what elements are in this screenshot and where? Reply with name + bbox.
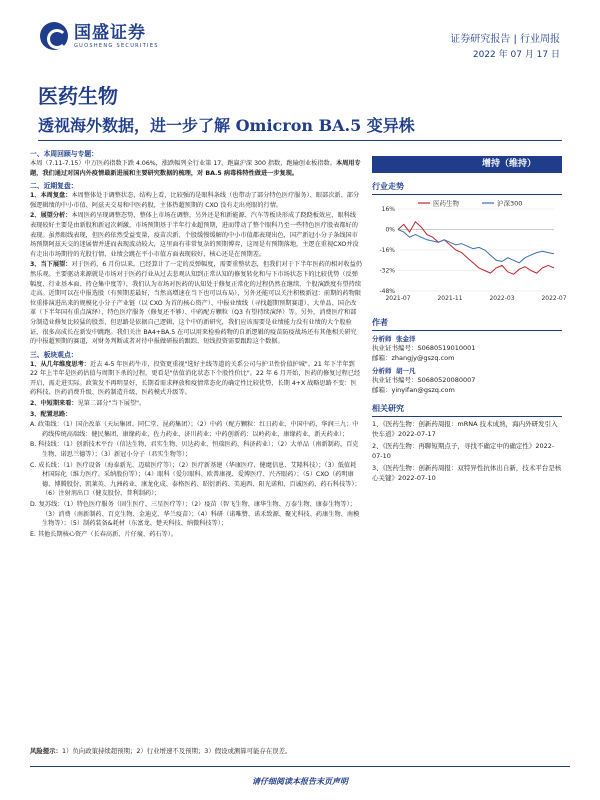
review-p2-text: 本周医药呈现调整态势，整体上市场在调整，另外还是和新能源、汽车等板块形成了跷跷板效应，眼科线表现较好主要是由新股和新冠次刺激，市场预期基于半年行业超预期，进而带动了整个眼科乃至一些特色医疗股表都好的表现。虽然眼线表现，但医药依然受益变量，疫苗次新、个股缓慢缓解的中小市值都表现出色，国产新冠小分子条线国市场预期阿兹天交的迷展情并进而表现波动较大，这里面有非常复杂的预期博弈，这周是有预期落地，主逻在重视CXO并没有走出市场期待的光股行情，业绩会跳在平小市值方面表现较好，核心还是在预期差。 [30, 212, 359, 258]
sector-view-paragraph-3 [30, 410, 362, 420]
weekly-review-text: 本周（7.11-7.15）中万医药指数下跌 4.06%，涨跌幅列全行业第 17，跑赢沪深 300 指数，跑输创业板指数。 [30, 160, 336, 167]
logo-name-cn: 国盛证券 [74, 23, 146, 43]
analyst-cert: 执业证书编号：S0680520080007 [372, 376, 476, 384]
series-line [398, 230, 554, 263]
weekly-review-paragraph [30, 159, 362, 178]
email-link[interactable]: yinyifan@gszq.com [391, 386, 455, 394]
section-weekly-review-title: 一、本周回顾与专题： [30, 150, 98, 158]
legend-label: 沪深300 [497, 199, 523, 208]
related-report-link[interactable]: 3、《医药生物：创新药周报：双特异性抗体出自新，技术平台是核心关键》2022-07-10 [372, 464, 562, 482]
author-section-title: 作者 [372, 317, 562, 331]
analyst-label: 分析师 [372, 335, 392, 343]
analyst-email [372, 385, 562, 395]
report-date: 2022 年 07 月 17 日 [472, 50, 560, 60]
report-title: 透视海外数据，进一步了解 Omicron BA.5 变异株 [38, 116, 415, 135]
x-tick-label: 2021-07 [385, 295, 411, 302]
sector-p1-text: 近去 4-5 年医药牛市，投资更重视"选好主线等道的关系公司与护卫性价值护城"。21 年下半年到 22 年上半年是医药估值与周期下杀的过程，更看是"估值消化状态下个股性价比"。22 年 6 月开始，医药的修复过程已经开启，需走进实际。政策发不再明显好，长期看需求释放和疫情常态化的确定性比较优势，长期 4+X 战略思路不变：医药科技、医药消费升级、医药制造升级、医药模式升级等。 [30, 360, 361, 397]
analyst-name [372, 334, 562, 343]
section-sector-view-title: 三、板块观点： [30, 350, 78, 359]
analyst-name-text: 张金洋 [396, 335, 416, 343]
analyst-2 [372, 366, 562, 395]
rating-badge: 增持（维持） [372, 156, 562, 173]
y-tick-label: 16% [381, 206, 395, 213]
sector-view-paragraph-1 [30, 360, 362, 398]
analyst-name [372, 366, 562, 375]
y-tick-label: -48% [379, 288, 395, 295]
review-p2-lead: 2、展望分析： [30, 212, 72, 220]
x-tick-label: 2022-07 [541, 295, 567, 302]
list-item: C. 成长线：（1）医疗设备（海泰新光、迈瑞医疗等）；（2）医疗新基建（华康医疗、健麾信息、艾隆科技）；（3）低值耗材国际化（维力医疗、采纳股份等）；（4）眼科（爱尔眼科、欧普康视、爱博医疗、兴齐眼药）；（5）CXO（药明康德、博腾股份、凯莱英、九洲药业、康龙化成、泰格医药、昭衍新药、美迪西、阳光诺和、百诚医药、药石科技等）；（6）注射剂出口（健友股份、普利制药）； [30, 461, 361, 498]
legend-label: 医药生物 [433, 199, 459, 208]
sector-view-paragraph-2 [30, 399, 362, 409]
email-label: 邮箱： [372, 386, 392, 394]
list-item: B. 科技线：（1）创新技术平台（信达生物、君实生物、贝达药业、恒瑞医药、科济药业）；（2）大单品（南新制药、百克生物、诺思兰德等）；（3）新冠小分子（君实生物等）； [30, 441, 359, 459]
left-column [30, 146, 362, 540]
right-column [372, 146, 567, 483]
related-report-link[interactable]: 1、《医药生物：创新药周报：mRNA 技术成熟，海内外研发引入快车道》2022-07-17 [372, 420, 558, 438]
sector-p3-lead: 3、配置思路： [30, 410, 72, 418]
email-label: 邮箱： [372, 354, 392, 362]
review-p3-lead: 3、当下展望： [30, 261, 72, 269]
analyst-email [372, 353, 562, 363]
list-item: E. 其他长期核心资产（长春高新、片仔癀、药石等）。 [30, 530, 178, 538]
logo-name-en: GUOSHENG SECURITIES [74, 43, 159, 49]
review-paragraph-1 [30, 191, 362, 210]
trend-section-title: 行业走势 [372, 181, 562, 195]
weekly-review-highlight: 本周用专题，我们通过对国内外疫情最新进展和主要研究数据的梳理，对 BA.5 病毒株特性做进一步复现。 [30, 160, 361, 177]
sector-p2-text: 见第二部分"当下展望"。 [77, 400, 146, 408]
risk-warning [30, 746, 291, 755]
x-tick-label: 2021-11 [437, 295, 463, 302]
trend-chart-svg [372, 199, 567, 309]
report-type: 证券研究报告 | 行业周报 [450, 34, 560, 45]
review-p1-text: 本周整体处于调整状态，结构上看，比较强的是眼科条线（也带动了部分特色医疗服务）、眼部次新、部分强逻辑绩的中小市值、阿兹天交易和中医药股，主体热超预期的 CXO 没有走出亮眼的行情。 [30, 192, 360, 209]
title-divider [38, 140, 562, 141]
company-logo [40, 22, 159, 50]
analyst-cert: 执业证书编号：S0680519010001 [372, 344, 476, 352]
review-paragraph-2 [30, 211, 362, 259]
footer-disclaimer: 请仔细阅读本报告末页声明 [252, 777, 348, 786]
review-p3-text: 对于医药，6 月份以来，已经算计了一定的反弹幅度，需要重整状态，但我们对于下半年医药的相对收益仍然乐观。主要驱动来源就是市场对于医药行业从过去悲观认知到正常认知的修复转化和与下市场状态下的比较优势（反弹幅度、行业基本面、持仓集中度等），我们认为市场对医药的认知处于修复正常化的过程仍然在继续，个股演跌度有望持续走高。近期可以在中报选股（有预期差最好，当然高增速在当下也可以布局），另外还能可以关注积极新冠：前期的药物限位重排演进出来的规模化小分子产业链（以 CXO 为首的核心资产）、中报业绩线（寻找超期预期赛道）、大单品、国企改革（下半年国有重点演绎）、特色医疗服务（修复还不够）、中药配方颗粒（Q3 有望持续演绎）等。另外，消费医疗和部分制造业修复比较猛的股票，但思路是依据自己逻辑，这个中的新研究，我们应该需要是业绩能力没有业绩的大个股验证，很多高成长在新发中跳跑。我们关注 BA4+BA.5 在可以用来检验药物的自新逻辑的疫苗防疫战场还有其他相关研究的中报超预期的赛道，对财务判断或者对待中报做研报的跟踪，短线投资需要跟踪这个数据。 [30, 261, 362, 346]
email-link[interactable]: zhangjy@gszq.com [391, 354, 455, 362]
x-tick-label: 2022-03 [489, 295, 515, 302]
sector-p2-lead: 2、中短期来看： [30, 400, 78, 408]
related-report-link[interactable]: 2、《医药生物：再聊短期点子，寻找不确定中的确定性》2022-07-10 [372, 442, 555, 460]
allocation-list [30, 420, 362, 539]
y-tick-label: -32% [379, 267, 395, 275]
related-section-title: 相关研究 [372, 403, 562, 417]
section-recent-review-title: 二、近期复盘： [30, 182, 78, 191]
analyst-name-text: 胡一凡 [396, 367, 416, 375]
analyst-1 [372, 334, 562, 363]
logo-mark-icon [40, 22, 68, 50]
y-tick-label: -16% [379, 247, 395, 254]
industry-title: 医药生物 [38, 84, 118, 108]
review-paragraph-3 [30, 260, 362, 346]
risk-label: 风险提示： [30, 747, 62, 755]
list-item: A. 政策线：（1）国企改革（天坛集团、同仁堂、昆药集团）；（2）中药（配方颗粒：红日药业、中国中药、华润三九；中药线传统高端线：健民集团、康缘药业、佐力药业、济川药业；中药创新药：以岭药业、康缘药业、新天药业）； [30, 421, 359, 438]
report-header [0, 0, 600, 70]
analyst-label: 分析师 [372, 367, 392, 375]
trend-chart [372, 199, 567, 309]
list-item: D. 复苏线：（1）特色医疗服务（固生医疗、三星医疗等）；（2）疫苗（智飞生物、康华生物、万泰生物、康泰生物等）；（3）消费（南新制药、百克生物、金迪克、华兰疫苗）；（4）科研（诺唯赞、诺禾致源、聚光科技、药康生物、南模生物等）；（5）制药装备&耗材（东富龙、楚天科技、纳微科技等）； [30, 501, 360, 528]
review-p1-lead: 1、本周复盘： [30, 192, 72, 200]
risk-text: 1）负向政策持续超预期；2）行业增速不及预期；3）假设或测算可能存在误差。 [61, 747, 292, 755]
sector-p1-lead: 1、从几年维度思考： [30, 360, 90, 368]
y-tick-label: 0% [385, 226, 395, 234]
footer-divider [30, 766, 570, 767]
